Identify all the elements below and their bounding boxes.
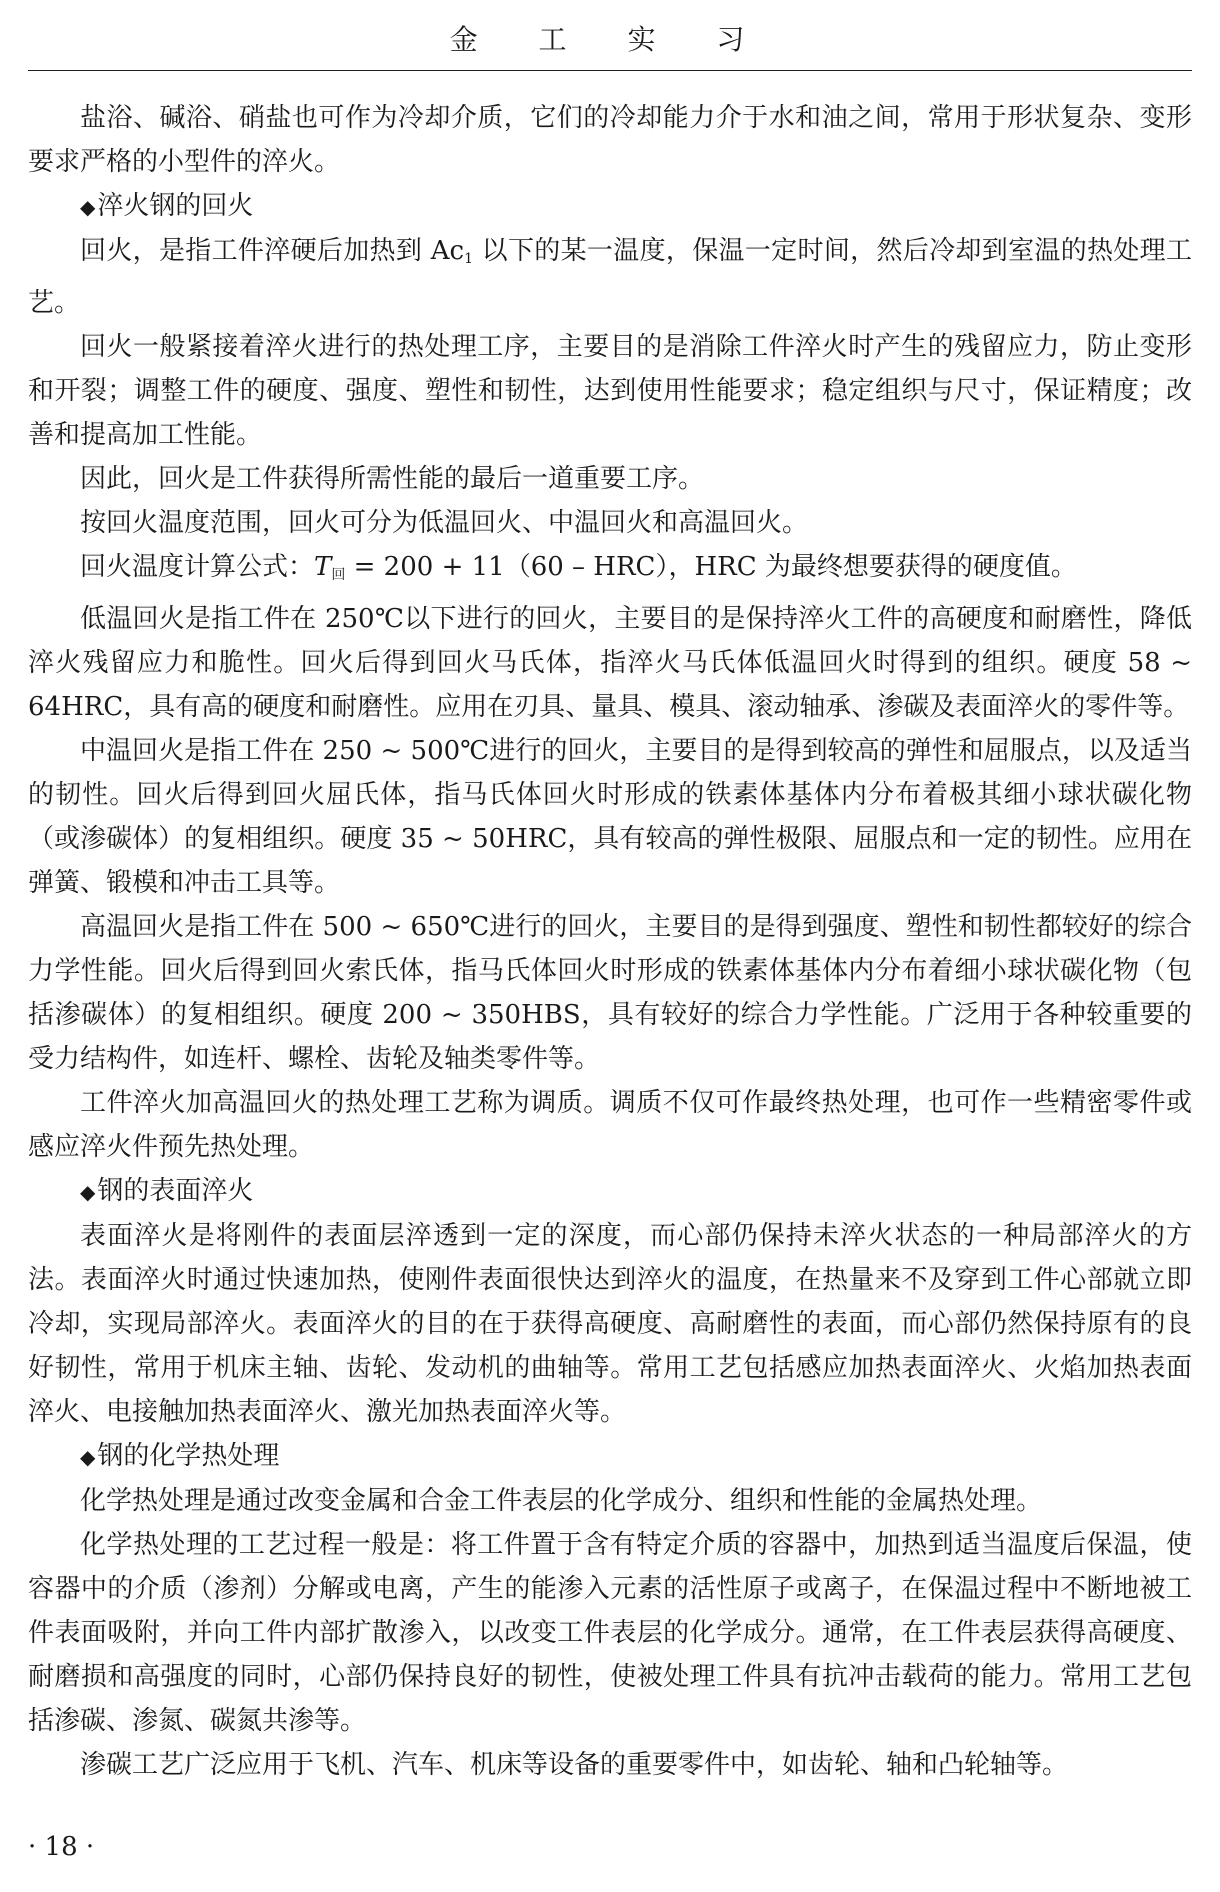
section-heading: [28, 1434, 1192, 1479]
paragraph: 中温回火是指工件在 250 ~ 500℃进行的回火，主要目的是得到较高的弹性和屈服点，以及适当的韧性。回火后得到回火屈氏体，指马氏体回火时形成的铁素体基体内分布着极其细小球状碳化物（或渗碳体）的复相组织。硬度 35 ~ 50HRC，具有较高的弹性极限、屈服点和一定的韧性。应用在弹簧、锻模和冲击工具等。: [28, 736, 1192, 898]
paragraph: 按回火温度范围，回火可分为低温回火、中温回火和高温回火。: [80, 508, 809, 538]
header-title: 金 工 实 习: [449, 23, 771, 56]
body-text: [28, 96, 1192, 1787]
diamond-bullet-icon: ◆: [80, 1445, 96, 1469]
diamond-bullet-icon: ◆: [80, 1180, 96, 1204]
paragraph: 低温回火是指工件在 250℃以下进行的回火，主要目的是保持淬火工件的高硬度和耐磨性，降低淬火残留应力和脆性。回火后得到回火马氏体，指淬火马氏体低温回火时得到的组织。硬度 58 ~ 64HRC，具有高的硬度和耐磨性。应用在刃具、量具、模具、滚动轴承、渗碳及表面淬火的零件等。: [28, 604, 1192, 722]
paragraph: 因此，回火是工件获得所需性能的最后一道重要工序。: [80, 464, 705, 494]
section-heading: [28, 184, 1192, 229]
formula-variable: T: [314, 552, 332, 582]
paragraph: 工件淬火加高温回火的热处理工艺称为调质。调质不仅可作最终热处理，也可作一些精密零件或感应淬火件预先热处理。: [28, 1088, 1192, 1162]
page-number: · 18 ·: [28, 1832, 95, 1862]
section-heading-text: 钢的化学热处理: [97, 1441, 280, 1471]
paragraph: 化学热处理是通过改变金属和合金工件表层的化学成分、组织和性能的金属热处理。: [80, 1486, 1043, 1516]
subscript: 回: [331, 567, 346, 583]
paragraph: 盐浴、碱浴、硝盐也可作为冷却介质，它们的冷却能力介于水和油之间，常用于形状复杂、变形要求严格的小型件的淬火。: [28, 103, 1192, 177]
paragraph: 回火一般紧接着淬火进行的热处理工序，主要目的是消除工件淬火时产生的残留应力，防止变形和开裂；调整工件的硬度、强度、塑性和韧性，达到使用性能要求；稳定组织与尺寸，保证精度；改善和提高加工性能。: [28, 332, 1192, 450]
section-heading-text: 钢的表面淬火: [97, 1176, 254, 1206]
running-header: [28, 18, 1192, 71]
section-heading: [28, 1169, 1192, 1214]
paragraph: 表面淬火是将刚件的表面层淬透到一定的深度，而心部仍保持未淬火状态的一种局部淬火的方法。表面淬火时通过快速加热，使刚件表面很快达到淬火的温度，在热量来不及穿到工件心部就立即冷却，实现局部淬火。表面淬火的目的在于获得高硬度、高耐磨性的表面，而心部仍然保持原有的良好韧性，常用于机床主轴、齿轮、发动机的曲轴等。常用工艺包括感应加热表面淬火、火焰加热表面淬火、电接触加热表面淬火、激光加热表面淬火等。: [28, 1221, 1192, 1427]
diamond-bullet-icon: ◆: [80, 195, 96, 219]
paragraph: 渗碳工艺广泛应用于飞机、汽车、机床等设备的重要零件中，如齿轮、轴和凸轮轴等。: [80, 1750, 1069, 1780]
paragraph: 高温回火是指工件在 500 ~ 650℃进行的回火，主要目的是得到强度、塑性和韧性都较好的综合力学性能。回火后得到回火索氏体，指马氏体回火时形成的铁素体基体内分布着细小球状碳化物（包括渗碳体）的复相组织。硬度 200 ~ 350HBS，具有较好的综合力学性能。广泛用于各种较重要的受力结构件，如连杆、螺栓、齿轮及轴类零件等。: [28, 912, 1192, 1074]
subscript: 1: [464, 251, 474, 267]
section-heading-text: 淬火钢的回火: [97, 191, 254, 221]
formula-paragraph: 回火温度计算公式：$T_回 = 200 + 11(60 - HRC)$，HRC 为最终想要获得的硬度值。: [80, 552, 1077, 583]
paragraph: 回火，是指工件淬硬后加热到 $Ac_1$ 以下的某一温度，保温一定时间，然后冷却到室温的热处理工艺。: [28, 236, 1193, 318]
paragraph: 化学热处理的工艺过程一般是：将工件置于含有特定介质的容器中，加热到适当温度后保温，使容器中的介质（渗剂）分解或电离，产生的能渗入元素的活性原子或离子，在保温过程中不断地被工件表面吸附，并向工件内部扩散渗入，以改变工件表层的化学成分。通常，在工件表层获得高硬度、耐磨损和高强度的同时，心部仍保持良好的韧性，使被处理工件具有抗冲击载荷的能力。常用工艺包括渗碳、渗氮、碳氮共渗等。: [28, 1530, 1192, 1736]
